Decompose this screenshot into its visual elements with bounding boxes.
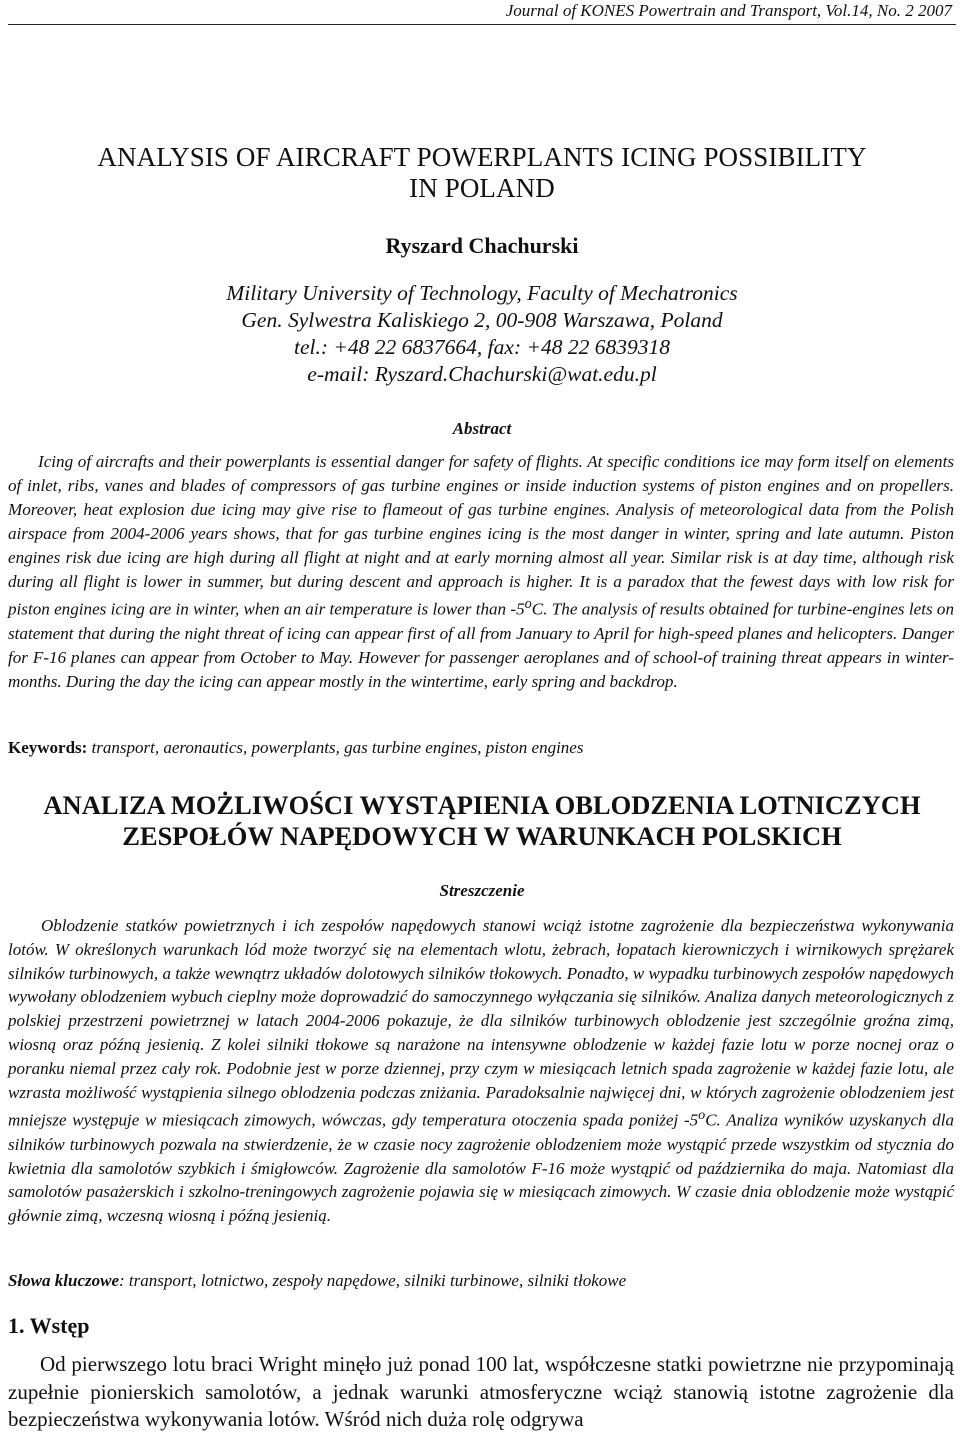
polish-keywords-text: : transport, lotnictwo, zespoły napędowe, silniki turbinowe, silniki tłokowe bbox=[119, 1271, 627, 1290]
author-name: Ryszard Chachurski bbox=[385, 233, 579, 258]
affiliation-institution: Military University of Technology, Faculty of Mechatronics bbox=[226, 281, 738, 305]
polish-title-line-2: ZESPOŁÓW NAPĘDOWYCH W WARUNKACH POLSKICH bbox=[122, 821, 842, 851]
header-rule bbox=[8, 24, 956, 25]
degree-superscript: o bbox=[524, 596, 532, 613]
affiliation-phone: tel.: +48 22 6837664, fax: +48 22 6839318 bbox=[294, 335, 670, 359]
keywords-text: transport, aeronautics, powerplants, gas turbine engines, piston engines bbox=[87, 738, 584, 757]
affiliation-email: e-mail: Ryszard.Chachurski@wat.edu.pl bbox=[307, 362, 657, 386]
paper-title-line-1: ANALYSIS OF AIRCRAFT POWERPLANTS ICING POSSIBILITY bbox=[97, 142, 867, 172]
polish-abstract-text bbox=[8, 914, 954, 1228]
polish-abstract-heading: Streszczenie bbox=[439, 881, 525, 900]
abstract-text bbox=[8, 450, 954, 694]
polish-abstract-text-part-1: Oblodzenie statków powietrznych i ich zespołów napędowych stanowi wciąż istotne zagrożenie dla bezpieczeństwa wykonywania lotów. W określonych warunkach lód może tworzyć się na elementach wlotu, żebrach, łopatach kierowniczych i wirnikowych sprężarek silników turbinowych, a także wewnątrz układów dolotowych silników tłokowych. Ponadto, w wypadku turbinowych zespołów napędowych wywołany oblodzeniem wybuch cieplny może doprowadzić do samoczynnego wyłączania się silników. Analiza danych meteorologicznych z polskiej przestrzeni powietrznej w latach 2004-2006 pokazuje, że dla silników turbinowych oblodzenie jest szczególnie groźna zimą, wiosną oraz późną jesienią. Z kolei silniki tłokowe są narażone na intensywne oblodzenie w każdej fazie lotu w porze nocnej oraz o poranku niemal przez cały rok. Podobnie jest w porze dziennej, przy czym w miesiącach letnich spada zagrożenie w każdej fazie lotu, ale wzrasta możliwość wystąpienia silnego oblodzenia podczas zniżania. Paradoksalnie najwięcej dni, w których zagrożenie oblodzeniem jest mniejsze występuje w miesiącach zimowych, wówczas, gdy temperatura otoczenia spada poniżej -5 bbox=[8, 916, 954, 1131]
affiliation-address: Gen. Sylwestra Kaliskiego 2, 00-908 Warszawa, Poland bbox=[241, 308, 723, 332]
affiliation-block bbox=[8, 280, 956, 388]
running-header: Journal of KONES Powertrain and Transport, Vol.14, No. 2 2007 bbox=[505, 1, 952, 20]
paper-title-line-2: IN POLAND bbox=[409, 173, 555, 203]
section-heading-introduction: 1. Wstęp bbox=[8, 1313, 90, 1338]
introduction-text: Od pierwszego lotu braci Wright minęło już ponad 100 lat, współczesne statki powietrzne nie przypominają zupełnie pionierskich samolotów, a jednak warunki atmosferyczne wciąż stanowią istotne zagrożenie dla bezpieczeństwa wykonywania lotów. Wśród nich duża rolę odgrywa bbox=[8, 1352, 954, 1431]
polish-abstract-text-part-2: C. Analiza wyników uzyskanych dla silników turbinowych pozwala na stwierdzenie, że w czasie nocy zagrożenie oblodzeniem może wystąpić przede wszystkim od stycznia do kwietnia dla samolotów szybkich i śmigłowców. Zagrożenie dla samolotów F-16 może wystąpić od października do maja. Natomiast dla samolotów pasażerskich i szkolno-treningowych zagrożenie pojawia się w miesiącach zimowych. W czasie dnia oblodzenie może wystąpić głównie zimą, wczesną wiosną i późną jesienią. bbox=[8, 1111, 955, 1226]
polish-keywords-line bbox=[8, 1270, 956, 1292]
abstract-text-part-2: C. The analysis of results obtained for turbine-engines lets on statement that during the night threat of icing can appear first of all from January to April for high-speed planes and helicopters. Danger for F-16 planes can appear from October to May. However for passenger aeroplanes and of school-of training threat appears in winter-months. During the day the icing can appear mostly in the wintertime, early spring and backdrop. bbox=[8, 600, 954, 691]
polish-degree-superscript: o bbox=[698, 1107, 706, 1124]
polish-keywords-label: Słowa kluczowe bbox=[8, 1271, 119, 1290]
keywords-label: Keywords: bbox=[8, 738, 88, 757]
paper-page bbox=[8, 0, 956, 1434]
keywords-line bbox=[8, 737, 956, 759]
polish-title bbox=[8, 790, 956, 852]
abstract-text-part-1: Icing of aircrafts and their powerplants is essential danger for safety of flights. At specific conditions ice may form itself on elements of inlet, ribs, vanes and blades of compressors of gas turbine engines or inside induction systems of piston engines and on propellers. Moreover, heat explosion due icing may give rise to flameout of gas turbine engines. Analysis of meteorological data from the Polish airspace from 2004-2006 years shows, that for gas turbine engines icing is the most danger in winter, spring and late autumn. Piston engines risk due icing are high during all flight at night and at early morning almost all year. Similar risk is at day time, although risk during all flight is lower in summer, but during descent and approach is higher. It is a paradox that the fewest days with low risk for piston engines icing are in winter, when an air temperature is lower than -5 bbox=[8, 452, 954, 620]
polish-title-line-1: ANALIZA MOŻLIWOŚCI WYSTĄPIENIA OBLODZENIA LOTNICZYCH bbox=[43, 790, 921, 820]
paper-title bbox=[8, 142, 956, 204]
abstract-heading: Abstract bbox=[452, 419, 512, 438]
